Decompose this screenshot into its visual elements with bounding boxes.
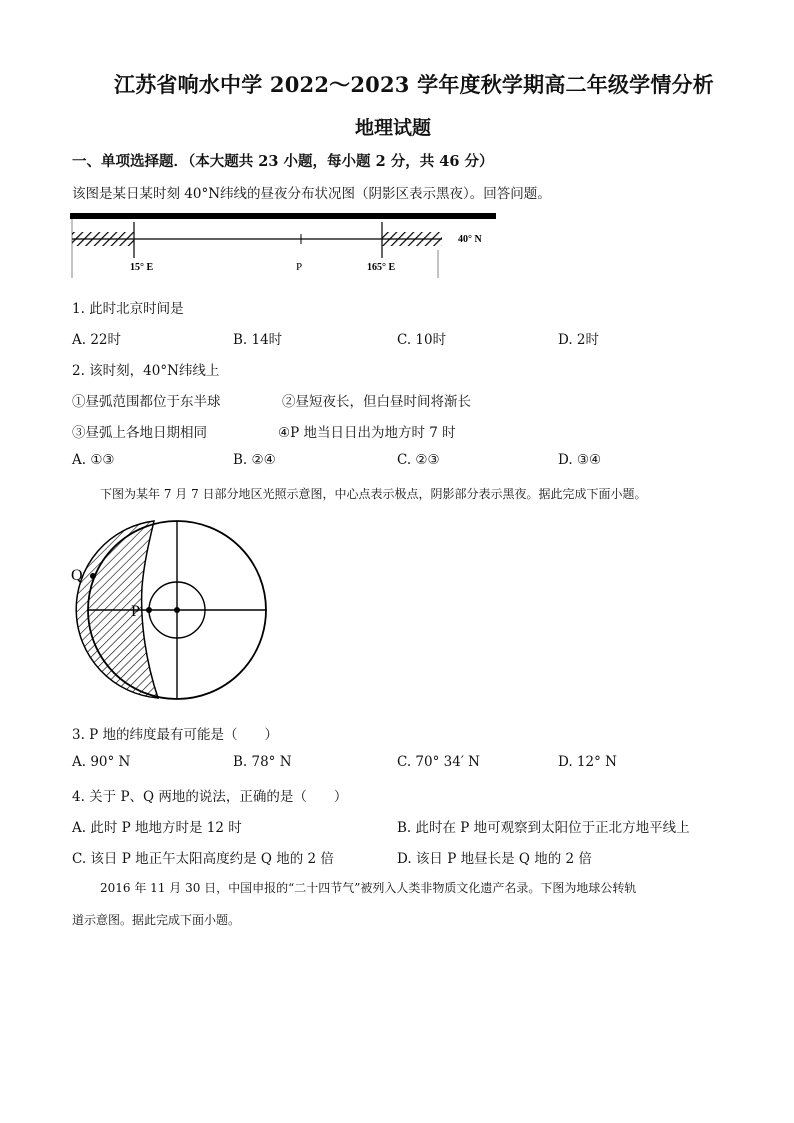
section-heading: 一、单项选择题．（本大题共 23 小题，每小题 2 分，共 46 分） [72, 153, 494, 170]
q2-statement-1: ①昼弧范围都位于东半球 [72, 394, 221, 410]
q3-option-b: B. 78° N [233, 754, 292, 770]
lon-label-right: 165° E [367, 262, 396, 273]
intro-text-1: 该图是某日某时刻 40°N纬线的昼夜分布状况图（阴影区表示黑夜）。回答问题。 [72, 186, 551, 202]
q3-option-c: C. 70° 34′ N [397, 754, 480, 770]
q3-option-d: D. 12° N [558, 754, 617, 770]
question-4-stem: 4. 关于 P、Q 两地的说法，正确的是（ ） [72, 789, 348, 805]
q1-option-d: D. 2时 [558, 332, 600, 348]
question-2-stem: 2. 该时刻，40°N纬线上 [72, 363, 220, 379]
polar-illumination-figure [66, 512, 286, 712]
intro-text-3-line1: 2016 年 11 月 30 日，中国申报的“二十四节气”被列入人类非物质文化遗产名录。下图为地球公转轨 [100, 881, 637, 895]
q1-option-c: C. 10时 [397, 332, 447, 348]
latitude-daynight-figure [70, 210, 510, 280]
q1-option-a: A. 22时 [72, 332, 122, 348]
q2-statement-2: ②昼短夜长，但白昼时间将渐长 [282, 394, 471, 410]
q3-option-a: A. 90° N [72, 754, 131, 770]
q2-statement-3: ③昼弧上各地日期相同 [72, 425, 207, 441]
top-thick-border [70, 213, 496, 219]
intro-text-2: 下图为某年 7 月 7 日部分地区光照示意图，中心点表示极点，阴影部分表示黑夜。据此完成下面小题。 [100, 487, 647, 501]
q2-option-a: A. ①③ [72, 452, 115, 468]
point-p [146, 607, 152, 613]
label-p: P [131, 603, 140, 620]
q4-option-a: A. 此时 P 地地方时是 12 时 [72, 820, 242, 836]
question-3-stem: 3. P 地的纬度最有可能是（ ） [72, 727, 279, 743]
lat-label: 40° N [458, 234, 482, 245]
page-title: 江苏省响水中学 2022～2023 学年度秋学期高二年级学情分析 [114, 72, 714, 97]
page-subtitle: 地理试题 [355, 117, 432, 139]
label-q: Q [71, 567, 83, 584]
q1-option-b: B. 14时 [233, 332, 283, 348]
q2-option-b: B. ②④ [233, 452, 276, 468]
q4-option-c: C. 该日 P 地正午太阳高度约是 Q 地的 2 倍 [72, 851, 334, 867]
intro-text-3-line2: 道示意图。据此完成下面小题。 [72, 913, 241, 927]
q2-option-c: C. ②③ [397, 452, 440, 468]
point-q [90, 573, 96, 579]
pole-point [174, 607, 180, 613]
q2-option-d: D. ③④ [558, 452, 602, 468]
q4-option-d: D. 该日 P 地昼长是 Q 地的 2 倍 [397, 851, 592, 867]
question-1-stem: 1. 此时北京时间是 [72, 301, 184, 317]
q4-option-b: B. 此时在 P 地可观察到太阳位于正北方地平线上 [397, 820, 690, 836]
q2-statement-4: ④P 地当日日出为地方时 7 时 [278, 425, 456, 441]
lon-label-left: 15° E [130, 262, 154, 273]
point-p-label: P [296, 261, 303, 273]
